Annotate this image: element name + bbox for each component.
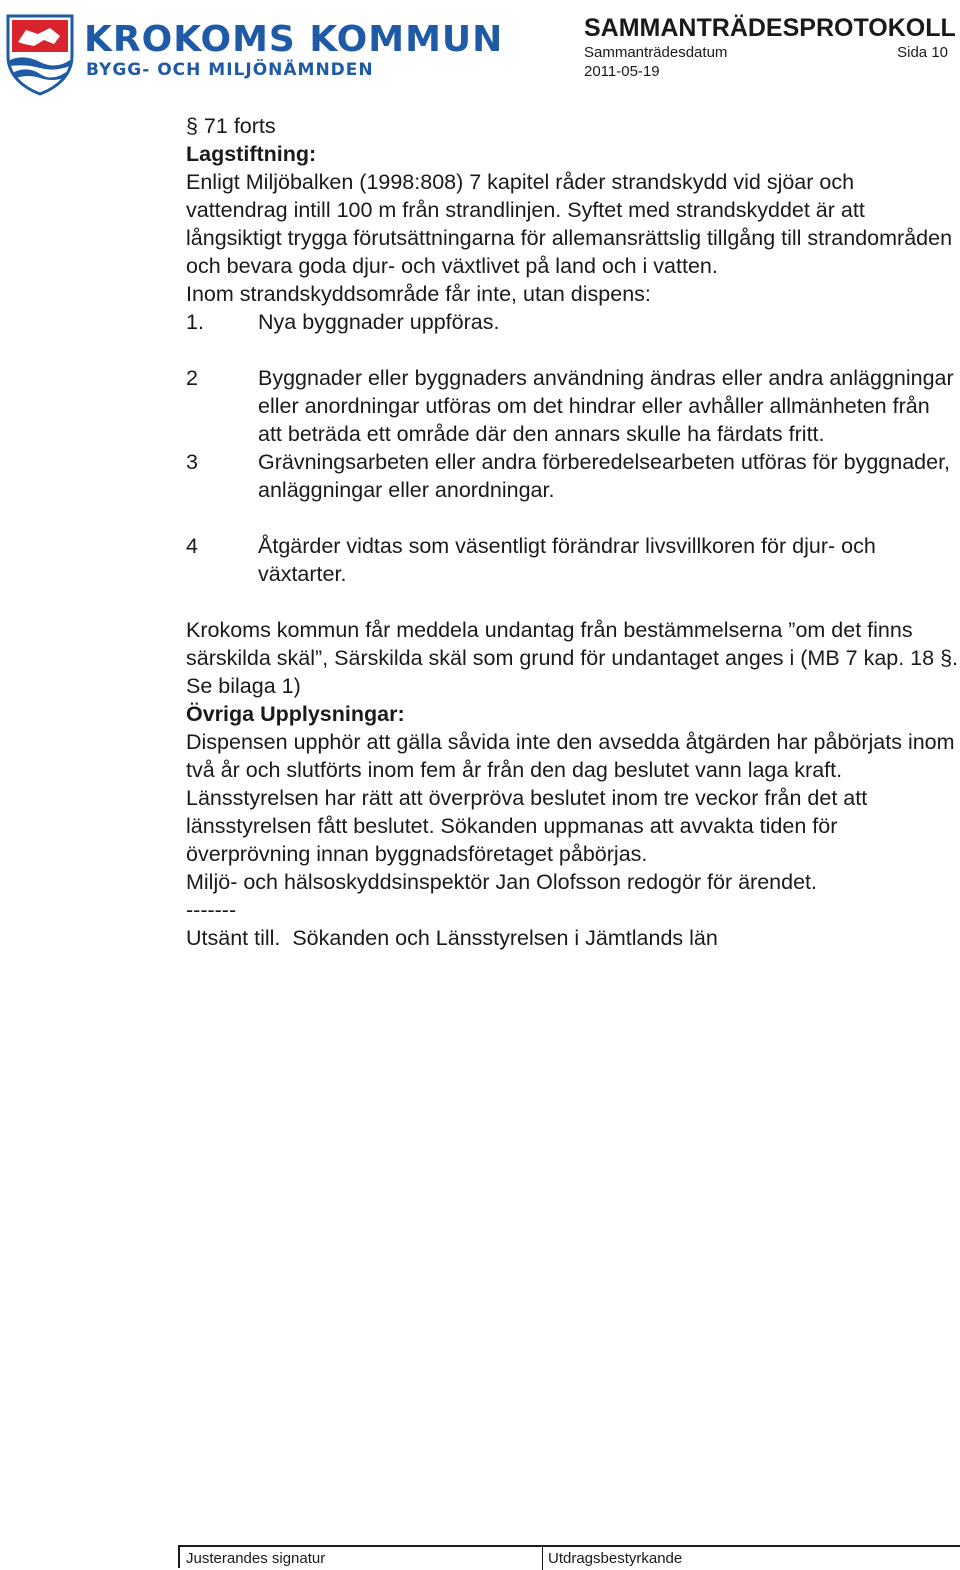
separator: ------- <box>186 898 237 922</box>
list-item-text: Grävningsarbeten eller andra förberedelsearbeten utföras för byggnader, anläggningar eller anordningar. <box>258 450 951 502</box>
law-heading: Lagstiftning: <box>186 142 317 166</box>
meeting-date-label: Sammanträdesdatum <box>584 44 728 61</box>
other-info-heading: Övriga Upplysningar: <box>186 702 405 726</box>
list-item-text: Nya byggnader uppföras. <box>258 310 500 334</box>
law-text: Enligt Miljöbalken (1998:808) 7 kapitel råder strandskydd vid sjöar och vattendrag intill 100 m från strandlinjen. Syftet med strandskyddet är att långsiktigt trygga förutsättningarna för allemansrättslig tillgång till strandområden och bevara goda djur- och växtlivet på land och i vatten. <box>186 170 953 278</box>
municipality-logo <box>4 8 504 94</box>
list-item <box>186 532 958 588</box>
org-subtitle: BYGG- OCH MILJÖNÄMNDEN <box>86 60 374 80</box>
municipal-shield-icon <box>4 12 76 96</box>
list-item <box>186 364 958 448</box>
list-item-number: 3 <box>186 450 198 474</box>
list-item-number: 2 <box>186 366 198 390</box>
list-item-text: Byggnader eller byggnaders användning ändras eller andra anläggningar eller anordningar utföras om det hindrar eller avhåller allmänheten från att beträda ett område där den annars skulle ha färdats fritt. <box>258 366 954 446</box>
list-item-text: Åtgärder vidtas som väsentligt förändrar livsvillkoren för djur- och växtarter. <box>258 534 876 586</box>
sent-to: Utsänt till. Sökanden och Länsstyrelsen i Jämtlands län <box>186 926 718 950</box>
section-title: § 71 forts <box>186 114 276 138</box>
meeting-date: 2011-05-19 <box>584 63 660 80</box>
intro-text: Inom strandskyddsområde får inte, utan dispens: <box>186 282 651 306</box>
exception-text: Krokoms kommun får meddela undantag från bestämmelserna ”om det finns särskilda skäl”, Särskilda skäl som grund för undantaget anges i (MB 7 kap. 18 §. Se bilaga 1) <box>186 618 958 698</box>
other-info-text: Dispensen upphör att gälla såvida inte den avsedda åtgärden har påbörjats inom två år och slutförts inom fem år från den dag beslutet vann laga kraft. Länsstyrelsen har rätt att överpröva beslutet inom tre veckor från det att länsstyrelsen fått beslutet. Sökanden uppmanas att avvakta tiden för överprövning innan byggnadsföretaget påbörjas. <box>186 730 955 866</box>
org-name: KROKOMS KOMMUN <box>84 19 504 60</box>
protocol-body <box>186 112 958 952</box>
footer-divider <box>542 1547 543 1570</box>
list-item-number: 4 <box>186 534 198 558</box>
list-item <box>186 448 958 504</box>
list-item-number: 1. <box>186 310 204 334</box>
signature-footer <box>178 1545 960 1568</box>
inspector-text: Miljö- och hälsoskyddsinspektör Jan Olofsson redogör för ärendet. <box>186 870 817 894</box>
protocol-title: SAMMANTRÄDESPROTOKOLL <box>584 14 956 42</box>
list-item <box>186 308 958 336</box>
signature-label: Justerandes signatur <box>186 1550 326 1567</box>
page-number: Sida 10 <box>897 44 948 61</box>
extract-label: Utdragsbestyrkande <box>548 1550 683 1567</box>
